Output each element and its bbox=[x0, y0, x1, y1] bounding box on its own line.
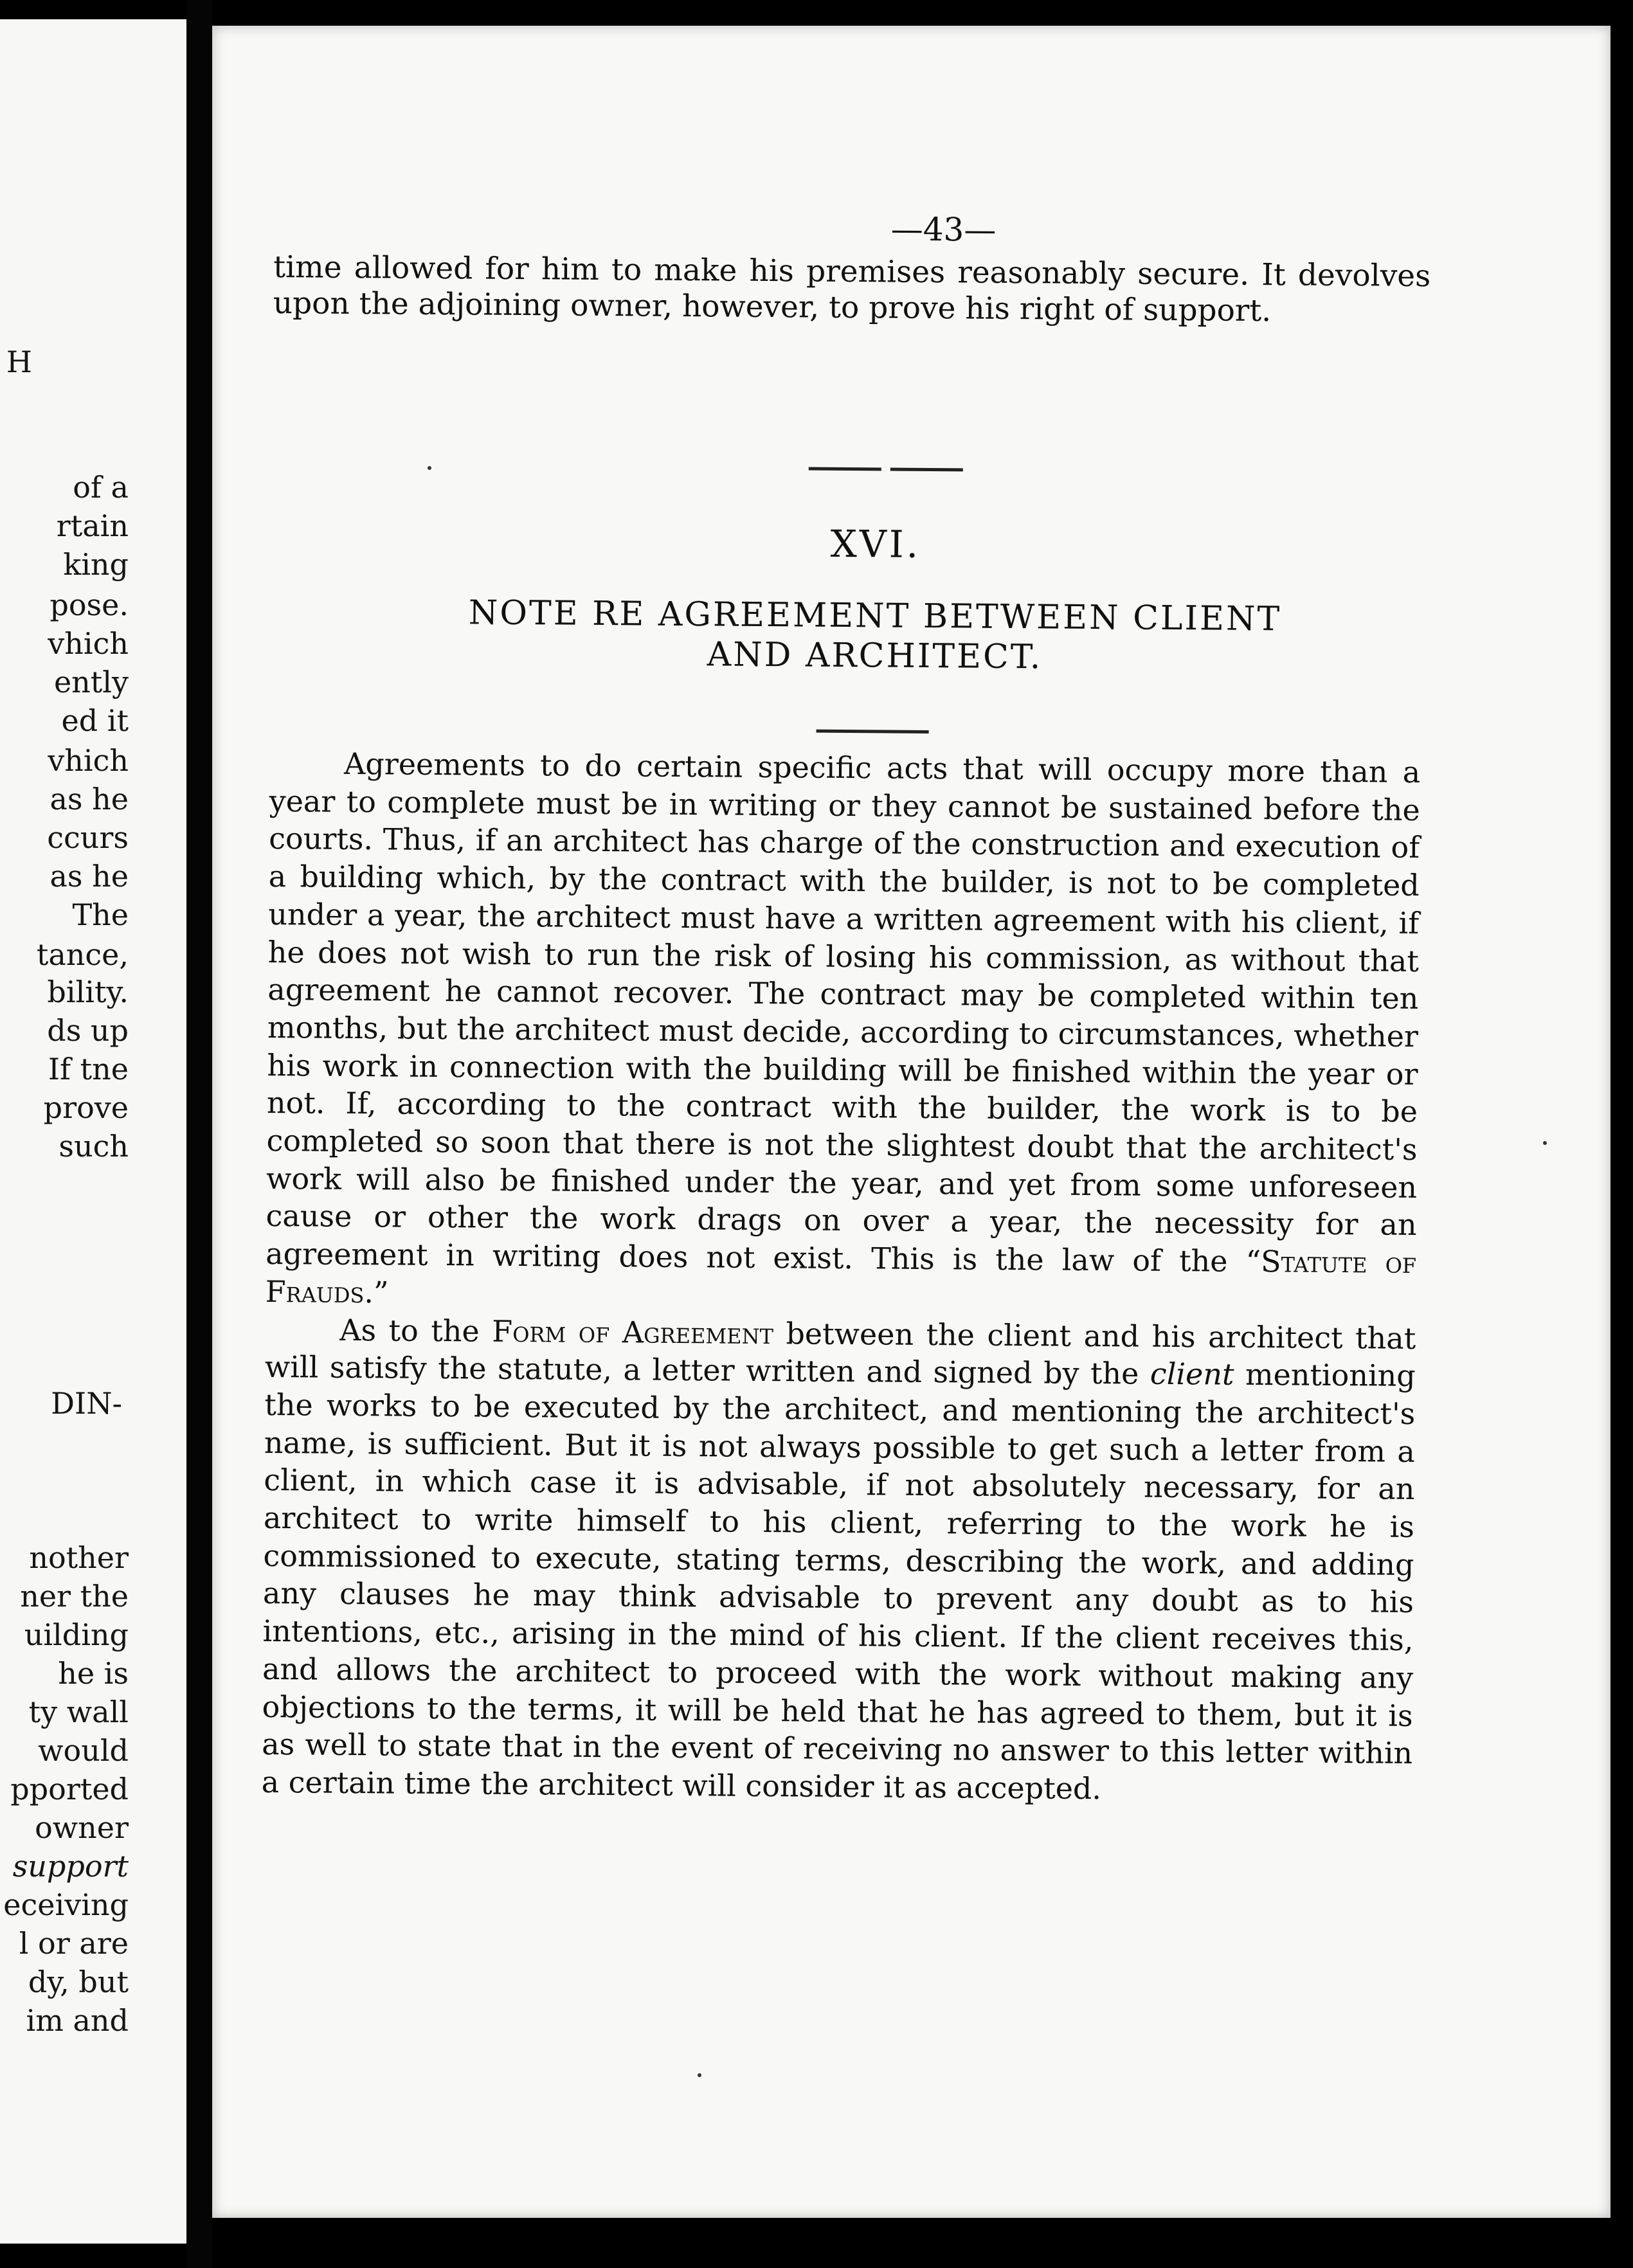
facing-page-fragment: ds up bbox=[47, 1013, 129, 1048]
paragraph-text: Agreements to do certain specific acts that will occupy more than a year to complete must be in writing or they cannot be sustained before the courts. Thus, if an architect has charge of the construction and execution of a building which, by the contract with the builder, is not to be completed under a year, the architect must have a written agreement with his client, if he does not wish to run the risk of losing his commission, as without that agreement he cannot recover. The contract may be completed within ten months, but the architect must decide, according to circumstances, whether his work in connection with the building will be finished within the year or not. If, according to the contract with the builder, the work is to be completed so soon that there is not the slightest doubt that the architect's work will also be finished under the year, and yet from some unforeseen cause or other the work drags on over a year, the necessity for an agreement in writing does not exist. This is the law of the “ bbox=[265, 746, 1421, 1279]
facing-page-fragment: pported bbox=[10, 1772, 129, 1806]
facing-page-fragment: DIN- bbox=[51, 1386, 122, 1421]
facing-page-fragment: rtain bbox=[56, 509, 129, 543]
book-page bbox=[212, 26, 1610, 2218]
facing-page-edge bbox=[0, 19, 186, 2244]
paragraph-text: As to the bbox=[339, 1312, 492, 1349]
facing-page-fragment: dy, but bbox=[28, 1965, 129, 1999]
closing-quote: ” bbox=[373, 1275, 389, 1310]
section-title-line-1: NOTE RE AGREEMENT BETWEEN CLIENT bbox=[468, 593, 1282, 639]
facing-page-fragment: ccurs bbox=[47, 820, 129, 855]
section-number: XVI. bbox=[830, 521, 921, 566]
facing-page-fragment: vhich bbox=[48, 626, 129, 661]
facing-page-fragment: as he bbox=[50, 782, 129, 816]
section-title bbox=[270, 591, 1479, 681]
paper-speck bbox=[428, 466, 431, 470]
facing-page-fragment: tance, bbox=[36, 937, 129, 972]
facing-page-fragment: king bbox=[63, 547, 129, 582]
section-divider bbox=[809, 467, 963, 472]
statute-of-frauds-term: Statute of Frauds. bbox=[265, 1244, 1417, 1310]
paper-speck bbox=[698, 2073, 701, 2077]
facing-page-fragment: as he bbox=[50, 859, 129, 894]
facing-page-fragment: owner bbox=[35, 1810, 129, 1845]
facing-page-fragment: im and bbox=[26, 2003, 129, 2038]
facing-page-fragment: of a bbox=[73, 470, 129, 505]
paragraph-text: mentioning the works to be executed by the architect, and mentioning the architect's name, is sufficient. But it is not always possible to get such a letter from a client, in which case it is advisable, if not absolutely necessary, for an architect to write himself to his client, referring to the work he is commissioned to execute, stating terms, describing the work, and adding any clauses he may think advisable to prevent any doubt as to his intentions, etc., arising in the mind of his client. If the client receives this, and allows the architect to proceed with the work without making any objections to the terms, it will be held that he has agreed to them, but it is as well to state that in the event of receiving no answer to this letter within a certain time the architect will consider it as accepted. bbox=[261, 1357, 1416, 1806]
book-gutter bbox=[186, 0, 212, 2268]
paper-speck bbox=[1543, 1141, 1547, 1145]
paragraph-statute-of-frauds bbox=[266, 744, 1421, 1320]
facing-page-fragment: ner the bbox=[20, 1579, 129, 1614]
facing-page-fragment: H bbox=[6, 345, 32, 379]
title-rule bbox=[816, 730, 929, 734]
section-title-line-2: AND ARCHITECT. bbox=[707, 635, 1043, 677]
facing-page-fragment: nother bbox=[29, 1540, 129, 1575]
facing-page-fragment: eceiving bbox=[3, 1887, 129, 1922]
section-body bbox=[262, 744, 1421, 1810]
facing-page-fragment: pose. bbox=[50, 588, 129, 622]
facing-page-fragment: bility. bbox=[47, 975, 129, 1009]
page-content bbox=[261, 206, 1470, 1806]
facing-page-fragment: he is bbox=[58, 1656, 129, 1691]
facing-page-fragment: l or are bbox=[19, 1926, 129, 1961]
facing-page-fragment: The bbox=[72, 897, 129, 932]
form-of-agreement-term: Form of Agreement bbox=[492, 1313, 774, 1351]
facing-page-fragment: such bbox=[59, 1129, 129, 1164]
facing-page-fragment: support bbox=[12, 1849, 129, 1884]
facing-page-fragment: ed it bbox=[61, 703, 129, 738]
facing-page-fragment: uilding bbox=[24, 1617, 129, 1652]
facing-page-fragment: prove bbox=[43, 1090, 129, 1125]
paragraph-form-of-agreement bbox=[262, 1310, 1416, 1810]
facing-page-fragment: would bbox=[38, 1733, 129, 1768]
client-emphasis: client bbox=[1150, 1356, 1234, 1392]
paragraph-text: between the client and his architect that will satisfy the statute, a letter written and signed by the bbox=[264, 1315, 1416, 1392]
continued-paragraph: time allowed for him to make his premises reasonably secure. It devolves upon the adjoining owner, however, to prove his right of support. bbox=[273, 249, 1431, 329]
facing-page-fragment: If tne bbox=[48, 1052, 129, 1086]
facing-page-fragment: vhich bbox=[48, 743, 129, 778]
page-number: —43— bbox=[890, 210, 997, 249]
facing-page-fragment: ty wall bbox=[28, 1695, 129, 1729]
facing-page-fragment: ently bbox=[53, 665, 129, 699]
